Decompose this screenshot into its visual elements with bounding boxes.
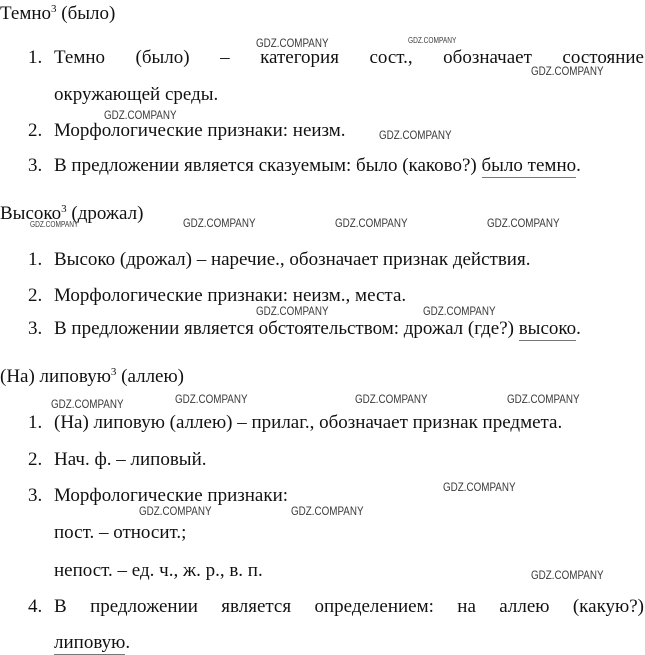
word: предложении [90,596,198,617]
word: (какую?) [572,596,644,617]
watermark: GDZ.COMPANY [139,504,212,518]
item-text: Морфологические признаки: неизм. [54,120,346,141]
word: сост., [369,47,413,68]
item-continuation: непост. – ед. ч., ж. р., в. п. [54,560,263,581]
watermark: GDZ.COMPANY [335,216,408,230]
word: состояние [562,47,644,68]
item-text: Нач. ф. – липовый. [54,449,207,470]
underlined-answer: было темно [481,155,577,176]
item-continuation [54,632,130,654]
item-number: 3. [28,318,43,339]
word: аллею [499,596,550,617]
word: на [457,596,476,617]
sentence: В предложении является сказуемым: было (каково?) [54,155,482,176]
word: определением: [314,596,434,617]
head-word: Темно [0,3,52,24]
item-number: 2. [28,120,43,141]
watermark: GDZ.COMPANY [379,128,452,142]
punctuation: . [576,318,581,339]
watermark: GDZ.COMPANY [183,216,256,230]
watermark: GDZ.COMPANY [531,568,604,582]
item-number: 4. [28,596,43,617]
item-text [54,155,581,177]
footnote-mark: 3 [110,366,117,378]
item-text [54,318,581,340]
word: категория [260,47,339,68]
watermark: GDZ.COMPANY [443,480,516,494]
watermark: GDZ.COMPANY [487,216,560,230]
section-heading [0,3,115,25]
sentence: В предложении является обстоятельством: дрожал (где?) [54,318,519,339]
watermark: GDZ.COMPANY [507,392,580,406]
punctuation: . [125,632,131,653]
head-word: Высоко [0,203,62,224]
item-number: 3. [28,485,43,506]
head-rest: (аллею) [116,366,185,387]
item-number: 1. [28,412,43,433]
word: В [54,596,67,617]
item-number: 2. [28,449,43,470]
section-heading [0,366,184,388]
item-text [54,596,644,618]
item-text: Морфологические признаки: неизм., места. [54,285,407,306]
head-rest: (дрожал) [66,203,144,224]
head-word: (На) липовую [0,366,111,387]
punctuation: . [576,155,581,176]
item-number: 1. [28,249,43,270]
word: Темно [54,47,106,68]
item-number: 2. [28,285,43,306]
watermark: GDZ.COMPANY [423,304,496,318]
item-text: Морфологические признаки: [54,485,289,506]
watermark: GDZ.COMPANY [291,504,364,518]
watermark: GDZ.COMPANY [104,108,177,122]
word: является [221,596,292,617]
item-continuation: окружающей среды. [54,84,219,105]
watermark: GDZ.COMPANY [30,220,79,229]
word: обозначает [443,47,532,68]
item-text: Высоко (дрожал) – наречие., обозначает признак действия. [54,249,531,270]
item-number: 3. [28,155,43,176]
footnote-mark: 3 [61,203,67,215]
underlined-answer: липовую [54,632,126,653]
word: – [220,47,230,68]
watermark: GDZ.COMPANY [256,36,329,50]
word: (было) [135,47,190,68]
watermark: GDZ.COMPANY [256,304,329,318]
footnote-mark: 3 [51,3,57,15]
watermark: GDZ.COMPANY [531,64,604,78]
watermark: GDZ.COMPANY [355,392,428,406]
item-text: (На) липовую (аллею) – прилаг., обозначает признак предмета. [54,412,563,433]
item-number: 1. [28,47,43,68]
underlined-answer: высоко [518,318,577,339]
head-rest: (было) [56,3,116,24]
watermark: GDZ.COMPANY [408,36,457,45]
watermark: GDZ.COMPANY [51,397,124,411]
item-continuation: пост. – относит.; [54,522,187,543]
watermark: GDZ.COMPANY [175,392,248,406]
